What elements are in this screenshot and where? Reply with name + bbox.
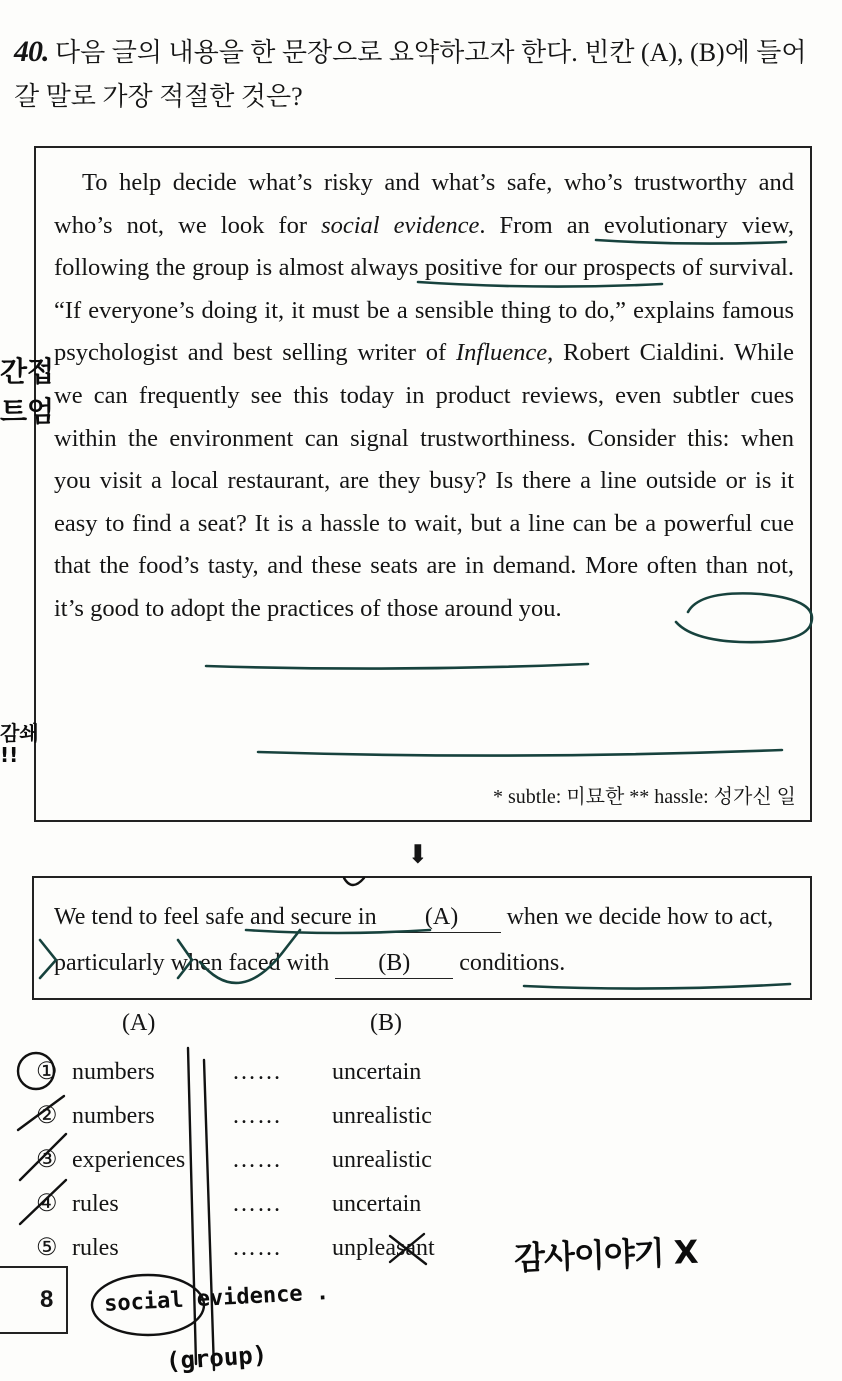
options-header-a: (A) — [122, 1010, 156, 1036]
passage-middle: . From an evolutionary view, following the group is almost always positive for our prospects of survival. “If everyone’s doing it, it must be a sensible thing to do,” explains famous psychologist and best selling writer of — [54, 211, 794, 367]
option-dots: …… — [232, 1147, 282, 1173]
option-b-value: uncertain — [332, 1059, 422, 1085]
option-b-value: unpleasant — [332, 1235, 435, 1261]
question-instruction: 다음 글의 내용을 한 문장으로 요약하고자 한다. 빈칸 (A), (B)에 들어갈 말로 가장 적절한 것은? — [14, 38, 807, 111]
option-number: ③ — [36, 1147, 58, 1173]
option-dots: …… — [232, 1059, 282, 1085]
passage-intro: To help decide what’s risky and what’s safe, who’s trustworthy and who’s not, we look for — [54, 169, 794, 239]
page-number: 8 — [40, 1286, 54, 1313]
option-b-value: unrealistic — [332, 1103, 432, 1129]
footnote: * subtle: 미묘한 ** hassle: 성가신 일 — [492, 786, 796, 808]
passage-emphasis-influence: Influence — [456, 339, 548, 367]
cross-unpleasant — [390, 1234, 426, 1264]
option-a-value: numbers — [72, 1059, 155, 1085]
handwritten-note-right: 감사이야기 X — [513, 1232, 699, 1278]
option-b-value: unrealistic — [332, 1147, 432, 1173]
passage-emphasis-social-evidence: social evidence — [321, 211, 480, 239]
question-number: 40. — [14, 35, 49, 68]
circle-option-1 — [18, 1053, 54, 1089]
option-a-value: numbers — [72, 1103, 155, 1129]
blank-a: (A) — [383, 902, 501, 933]
handwritten-group: (group) — [165, 1340, 269, 1376]
smile-mark — [344, 878, 364, 885]
underline-powerful-cue — [206, 664, 588, 669]
bracket-vertical — [188, 1048, 214, 1370]
option-dots: …… — [232, 1103, 282, 1129]
summary-part2: when we decide how to act, particularly when faced with — [54, 904, 774, 976]
slash-option-2 — [18, 1096, 64, 1130]
underline-blank-b — [524, 984, 790, 989]
underline-safe-secure — [246, 930, 430, 933]
summary-part3: conditions. — [453, 950, 566, 976]
slash-option-4 — [20, 1180, 66, 1224]
insert-mark — [40, 930, 300, 983]
option-number: ⑤ — [36, 1235, 58, 1261]
option-number: ④ — [36, 1191, 58, 1217]
blank-b: (B) — [335, 948, 453, 979]
option-number: ② — [36, 1103, 58, 1129]
circle-social — [92, 1275, 204, 1335]
option-number: ① — [36, 1059, 58, 1085]
handwritten-margin-note-1: 간접 트엄 — [0, 355, 55, 428]
summary-part1: We tend to feel safe and secure in — [54, 904, 383, 930]
slash-option-3 — [20, 1134, 66, 1180]
option-a-value: rules — [72, 1191, 119, 1217]
option-a-value: experiences — [72, 1147, 186, 1173]
option-a-value: rules — [72, 1235, 119, 1261]
handwritten-margin-note-2: 감쇄 !! — [0, 721, 39, 767]
underline-following-group — [418, 282, 662, 287]
options-header-b: (B) — [370, 1010, 402, 1036]
handwritten-social-evidence: social evidence . — [103, 1280, 330, 1317]
circle-hassle — [676, 593, 812, 642]
passage-rest: , Robert Cialdini. While we can frequently see this today in product reviews, even subtler cues within the environment can signal trustworthiness. Consider this: when you visit a local restaurant, are they busy? Is there a line outside or is it easy to find a seat? It is a hassle to wait, but a line can be a powerful cue that the food’s tasty, and these seats are in demand. More often than not, it’s good to adopt the practices of those around you. — [54, 339, 794, 622]
option-b-value: uncertain — [332, 1191, 422, 1217]
option-dots: …… — [232, 1235, 282, 1261]
underline-social-evidence — [596, 240, 786, 244]
option-dots: …… — [232, 1191, 282, 1217]
down-arrow-icon: ⬇ — [407, 840, 429, 869]
underline-adopt-practices — [258, 750, 782, 756]
